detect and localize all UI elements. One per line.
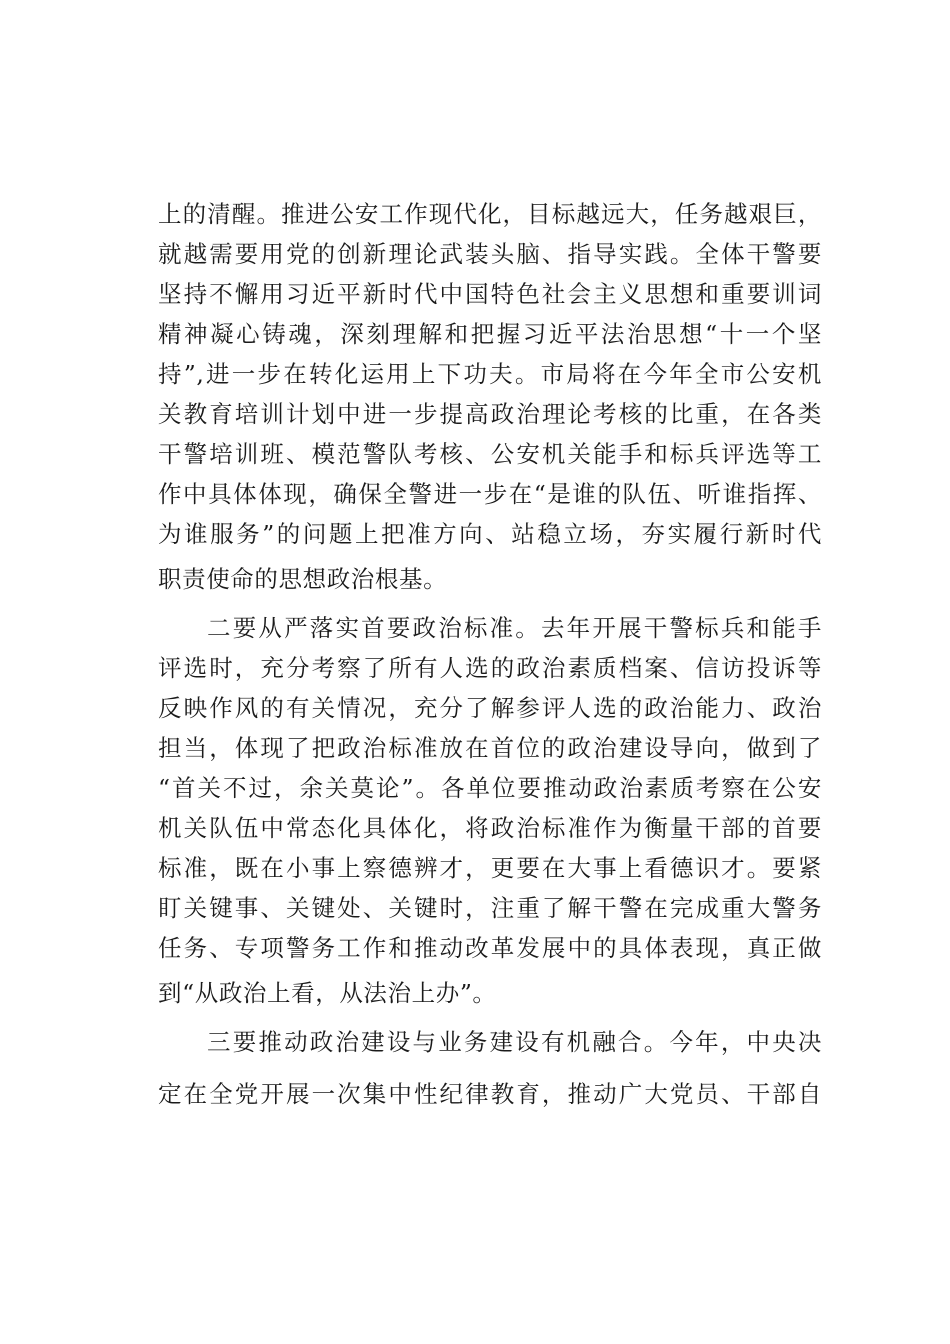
text-line: 持”,进一步在转化运用上下功夫。市局将在今年全市公安机	[158, 360, 822, 388]
text-line: 坚持不懈用习近平新时代中国特色社会主义思想和重要训词	[158, 280, 822, 308]
text-line: “首关不过，余关莫论”。各单位要推动政治素质考察在公安	[158, 774, 822, 802]
text-line: 盯关键事、关键处、关键时，注重了解干警在完成重大警务	[158, 894, 822, 922]
text-line: 任务、专项警务工作和推动改革发展中的具体表现，真正做	[158, 934, 822, 962]
text-line: 标准，既在小事上察德辨才，更要在大事上看德识才。要紧	[158, 854, 822, 882]
text-line: 干警培训班、模范警队考核、公安机关能手和标兵评选等工	[158, 440, 822, 468]
text-line: 作中具体体现，确保全警进一步在“是谁的队伍、听谁指挥、	[158, 480, 822, 508]
text-line: 定在全党开展一次集中性纪律教育，推动广大党员、干部自	[158, 1080, 822, 1108]
text-line: 上的清醒。推进公安工作现代化，目标越远大，任务越艰巨，	[158, 200, 822, 228]
text-line: 反映作风的有关情况，充分了解参评人选的政治能力、政治	[158, 694, 822, 722]
text-line: 担当，体现了把政治标准放在首位的政治建设导向，做到了	[158, 734, 822, 762]
text-line: 精神凝心铸魂，深刻理解和把握习近平法治思想“十一个坚	[158, 320, 822, 348]
text-line: 职责使命的思想政治根基。	[158, 565, 448, 593]
text-line: 机关队伍中常态化具体化，将政治标准作为衡量干部的首要	[158, 814, 822, 842]
text-line: 就越需要用党的创新理论武装头脑、指导实践。全体干警要	[158, 240, 822, 268]
paragraph-start-line: 二要从严落实首要政治标准。去年开展干警标兵和能手	[207, 614, 822, 642]
text-line: 到“从政治上看，从法治上办”。	[158, 979, 497, 1007]
text-line: 为谁服务”的问题上把准方向、站稳立场，夯实履行新时代	[158, 520, 822, 548]
text-line: 关教育培训计划中进一步提高政治理论考核的比重，在各类	[158, 400, 822, 428]
paragraph-start-line: 三要推动政治建设与业务建设有机融合。今年，中央决	[207, 1028, 822, 1056]
text-line: 评选时，充分考察了所有人选的政治素质档案、信访投诉等	[158, 654, 822, 682]
